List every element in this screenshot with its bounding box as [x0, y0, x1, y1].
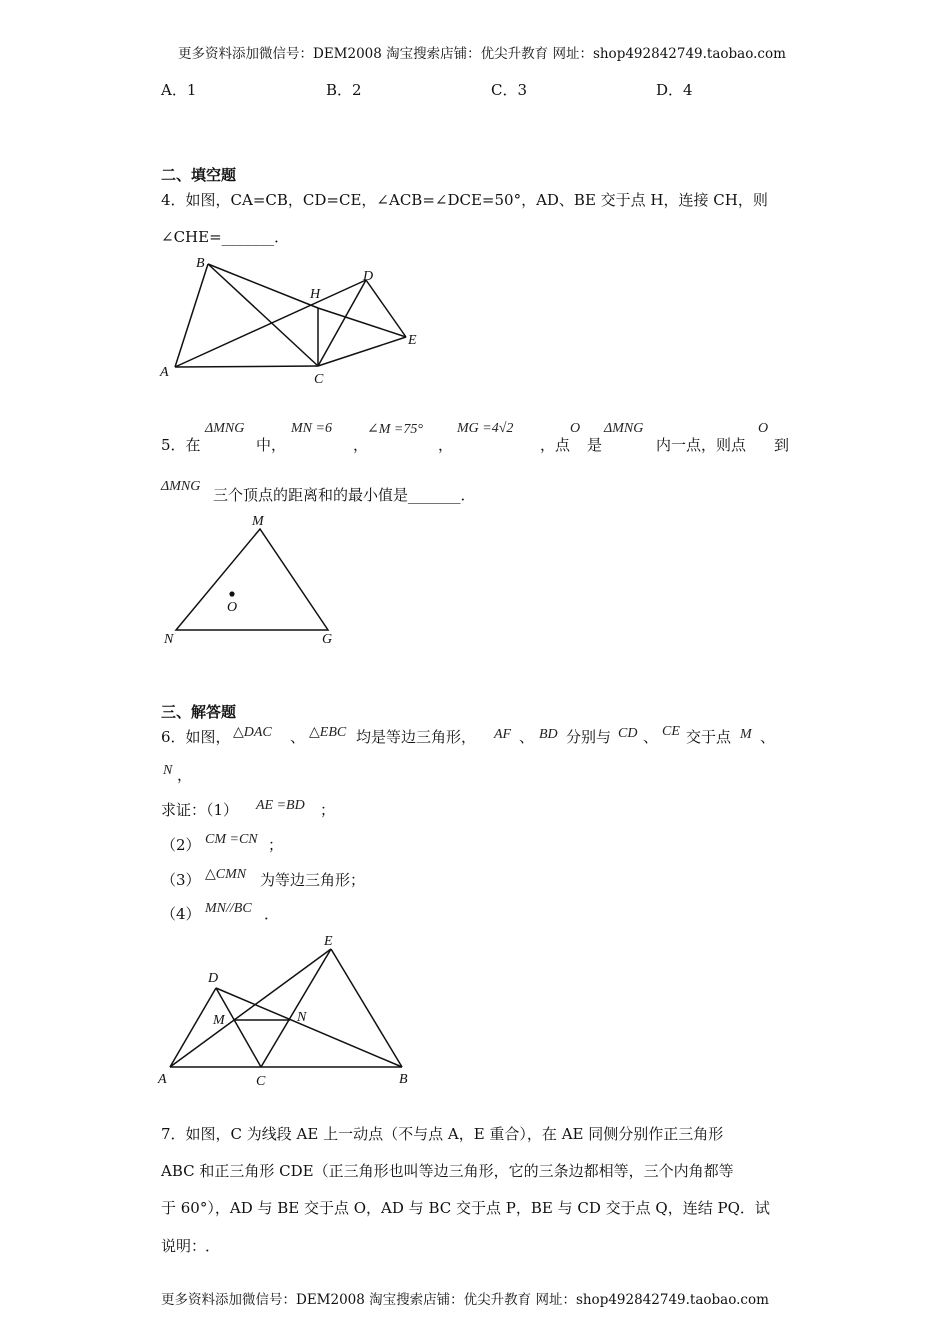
q6-proof-1: AE =BD	[256, 798, 305, 813]
q6-n-comma: ，	[177, 766, 193, 784]
q6-proof-4: MN//BC	[205, 901, 252, 916]
seg-eb	[331, 949, 402, 1067]
q5-mn-value: MN =6	[291, 421, 332, 436]
label-m: M	[252, 514, 264, 529]
q5-triangle-mng-3: ΔMNG	[161, 479, 201, 494]
label-g: G	[322, 632, 333, 647]
q5-point-o: O	[570, 421, 581, 436]
q5-figure	[150, 505, 350, 655]
q7-line3: 于 60°），AD 与 BE 交于点 O，AD 与 BC 交于点 P，BE 与 CD 交于点 Q，连结 PQ．试	[161, 1199, 770, 1217]
seg-ac	[175, 366, 318, 367]
label-n: N	[297, 1010, 307, 1025]
triangle-mng	[176, 529, 328, 630]
q5-dian: ，点	[540, 436, 571, 454]
point-o	[229, 591, 234, 596]
q6-cd: CD	[618, 726, 638, 741]
q6-af: AF	[494, 727, 512, 742]
q5-point-o-2: O	[758, 421, 769, 436]
q6-proof-3: △CMN	[205, 867, 247, 882]
q6-proof-3-label: （3）	[161, 871, 201, 889]
seg-bc	[208, 264, 318, 366]
label-d: D	[208, 971, 219, 986]
q6-proof-4-tail: ．	[264, 905, 280, 923]
q5-mg-value: MG =4√2	[457, 421, 514, 436]
seg-he	[318, 308, 406, 337]
q5-triangle-mng-2: ΔMNG	[604, 421, 644, 436]
q5-number: 5．在	[161, 436, 201, 454]
label-m: M	[213, 1013, 225, 1028]
q6-proof-1-semi: ；	[320, 801, 336, 819]
label-c: C	[256, 1074, 266, 1089]
q6-triangle-dac: △DAC	[233, 725, 272, 740]
seg-de	[366, 280, 406, 337]
q6-dun-4: 、	[760, 728, 776, 746]
section-title-solve: 三、解答题	[161, 703, 237, 721]
q5-comma-1: ，	[353, 436, 369, 454]
q5-shi: 是	[587, 436, 603, 454]
q5-zhong: 中，	[256, 436, 287, 454]
seg-db	[216, 988, 402, 1067]
q6-dun-1: 、	[290, 728, 306, 746]
q7-line4: 说明：	[161, 1237, 207, 1255]
q6-proof-2-label: （2）	[161, 836, 201, 854]
q5-comma-2: ，	[438, 436, 454, 454]
section-title-fill-blank: 二、填空题	[161, 166, 237, 184]
label-d: D	[363, 269, 374, 284]
seg-ce	[261, 949, 331, 1067]
label-o: O	[227, 600, 238, 615]
label-a: A	[158, 1072, 167, 1087]
label-a: A	[160, 365, 169, 380]
page-header: 更多资料添加微信号：DEM2008 淘宝搜索店铺：优尖升教育 网址：shop492842749.taobao.com	[178, 46, 786, 62]
label-e: E	[408, 333, 417, 348]
q6-bd: BD	[539, 727, 558, 742]
q4-line1: 4．如图，CA=CB，CD=CE，∠ACB=∠DCE=50°，AD、BE 交于点 H，连接 CH，则	[161, 191, 768, 209]
q4-figure	[150, 250, 430, 390]
q6-jiao: 交于点	[686, 728, 732, 746]
q6-number: 6．如图，	[161, 728, 231, 746]
q7-line4-suffix: ．	[205, 1237, 221, 1255]
q6-jun: 均是等边三角形，	[356, 728, 477, 746]
option-c: C．3	[491, 81, 528, 99]
label-b: B	[196, 256, 205, 271]
seg-ab	[175, 264, 208, 367]
q6-ce: CE	[662, 724, 680, 739]
q6-triangle-ebc: △EBC	[309, 725, 347, 740]
q6-figure	[150, 925, 430, 1095]
q6-proof-3-tail: 为等边三角形；	[260, 871, 366, 889]
option-d: D．4	[656, 81, 693, 99]
option-a: A．1	[161, 81, 197, 99]
seg-ad	[170, 988, 216, 1067]
q5-triangle-mng: ΔMNG	[205, 421, 245, 436]
label-c: C	[314, 372, 324, 387]
q6-dun-3: 、	[643, 728, 659, 746]
label-n: N	[164, 632, 174, 647]
q7-line1: 7．如图，C 为线段 AE 上一动点（不与点 A，E 重合），在 AE 同侧分别作正三角形	[161, 1125, 724, 1143]
seg-ad	[175, 280, 366, 367]
label-b: B	[399, 1072, 408, 1087]
q5-line2: 三个顶点的距离和的最小值是_______．	[213, 486, 476, 504]
q6-m: M	[740, 727, 752, 742]
q6-proof-2: CM =CN	[205, 832, 258, 847]
option-b: B．2	[326, 81, 362, 99]
label-e: E	[324, 934, 333, 949]
page-footer: 更多资料添加微信号：DEM2008 淘宝搜索店铺：优尖升教育 网址：shop492842749.taobao.com	[161, 1292, 769, 1308]
q6-fenbie: 分别与	[566, 728, 612, 746]
label-h: H	[310, 287, 321, 302]
q5-dao: 到	[774, 436, 790, 454]
q6-proof-4-label: （4）	[161, 905, 201, 923]
q7-line2: ABC 和正三角形 CDE（正三角形也叫等边三角形，它的三条边都相等，三个内角都等	[161, 1162, 734, 1180]
q6-n: N	[163, 763, 173, 778]
q5-angle-m: ∠M =75°	[367, 422, 423, 437]
q4-line2: ∠CHE=_______．	[161, 228, 290, 246]
q6-dun-2: 、	[519, 728, 535, 746]
seg-bh	[208, 264, 318, 308]
q6-proof-2-semi: ；	[268, 836, 284, 854]
q5-neiyi: 内一点，则点	[656, 436, 747, 454]
q6-proof-label: 求证：（1）	[161, 801, 239, 819]
